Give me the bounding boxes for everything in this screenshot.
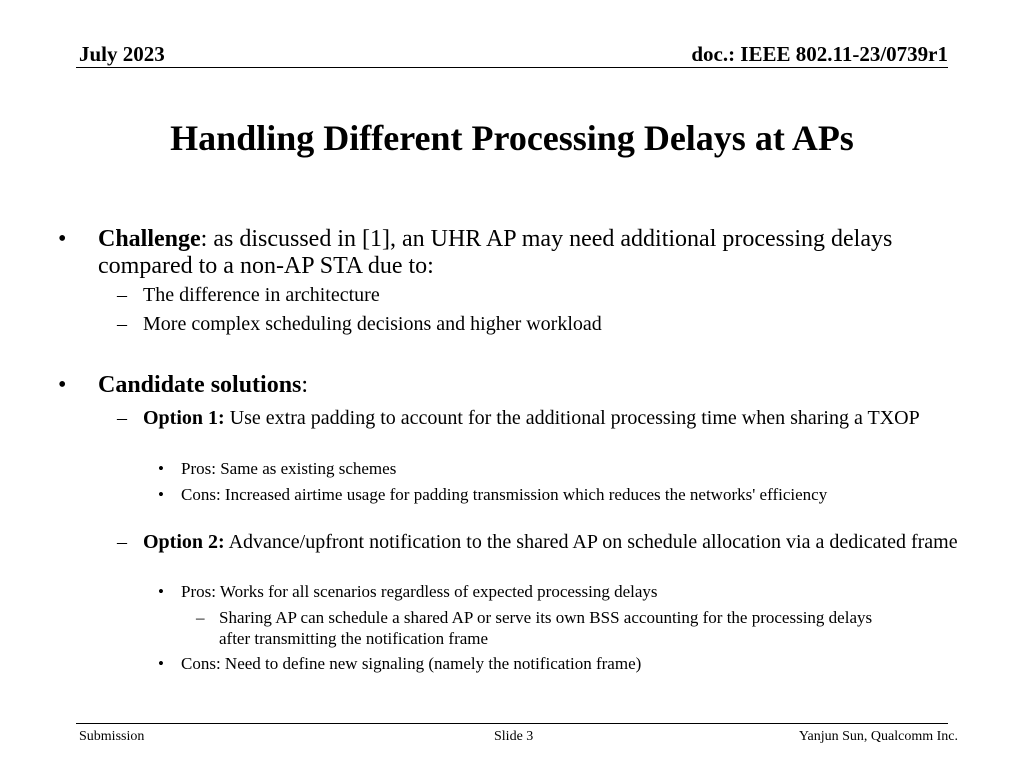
- dash-marker: –: [117, 531, 127, 553]
- bullet-marker: •: [158, 582, 164, 601]
- footer-rule: [76, 723, 948, 724]
- footer-submission: Submission: [79, 729, 145, 744]
- header-rule: [76, 67, 948, 68]
- dash-marker: –: [117, 313, 127, 335]
- challenge-label: Challenge: [98, 226, 201, 252]
- footer-slide-number: Slide 3: [494, 729, 534, 744]
- dash-marker: –: [117, 407, 127, 429]
- header-date: July 2023: [79, 42, 165, 66]
- option-1-text: Use extra padding to account for the additional processing time when sharing a TXOP: [224, 407, 920, 429]
- bullet-marker: •: [58, 372, 67, 398]
- dash-marker: –: [196, 608, 205, 627]
- bullet-marker: •: [158, 654, 164, 673]
- bullet-marker: •: [58, 226, 67, 252]
- option-1-label: Option 1:: [143, 407, 225, 429]
- challenge-text: : as discussed in [1], an UHR AP may need additional processing delays compared to a non-AP STA due to:: [98, 226, 893, 279]
- option-2-text: Advance/upfront notification to the shared AP on schedule allocation via a dedicated frame: [224, 531, 958, 553]
- header-doc-id: doc.: IEEE 802.11-23/0739r1: [691, 42, 948, 66]
- slide-title: Handling Different Processing Delays at APs: [170, 118, 854, 158]
- option-2-label: Option 2:: [143, 531, 225, 553]
- candidate-label: Candidate solutions: [98, 372, 302, 398]
- bullet-marker: •: [158, 459, 164, 478]
- footer-author: Yanjun Sun, Qualcomm Inc.: [798, 729, 958, 744]
- dash-marker: –: [117, 284, 127, 306]
- bullet-marker: •: [158, 485, 164, 504]
- candidate-text: :: [301, 372, 309, 398]
